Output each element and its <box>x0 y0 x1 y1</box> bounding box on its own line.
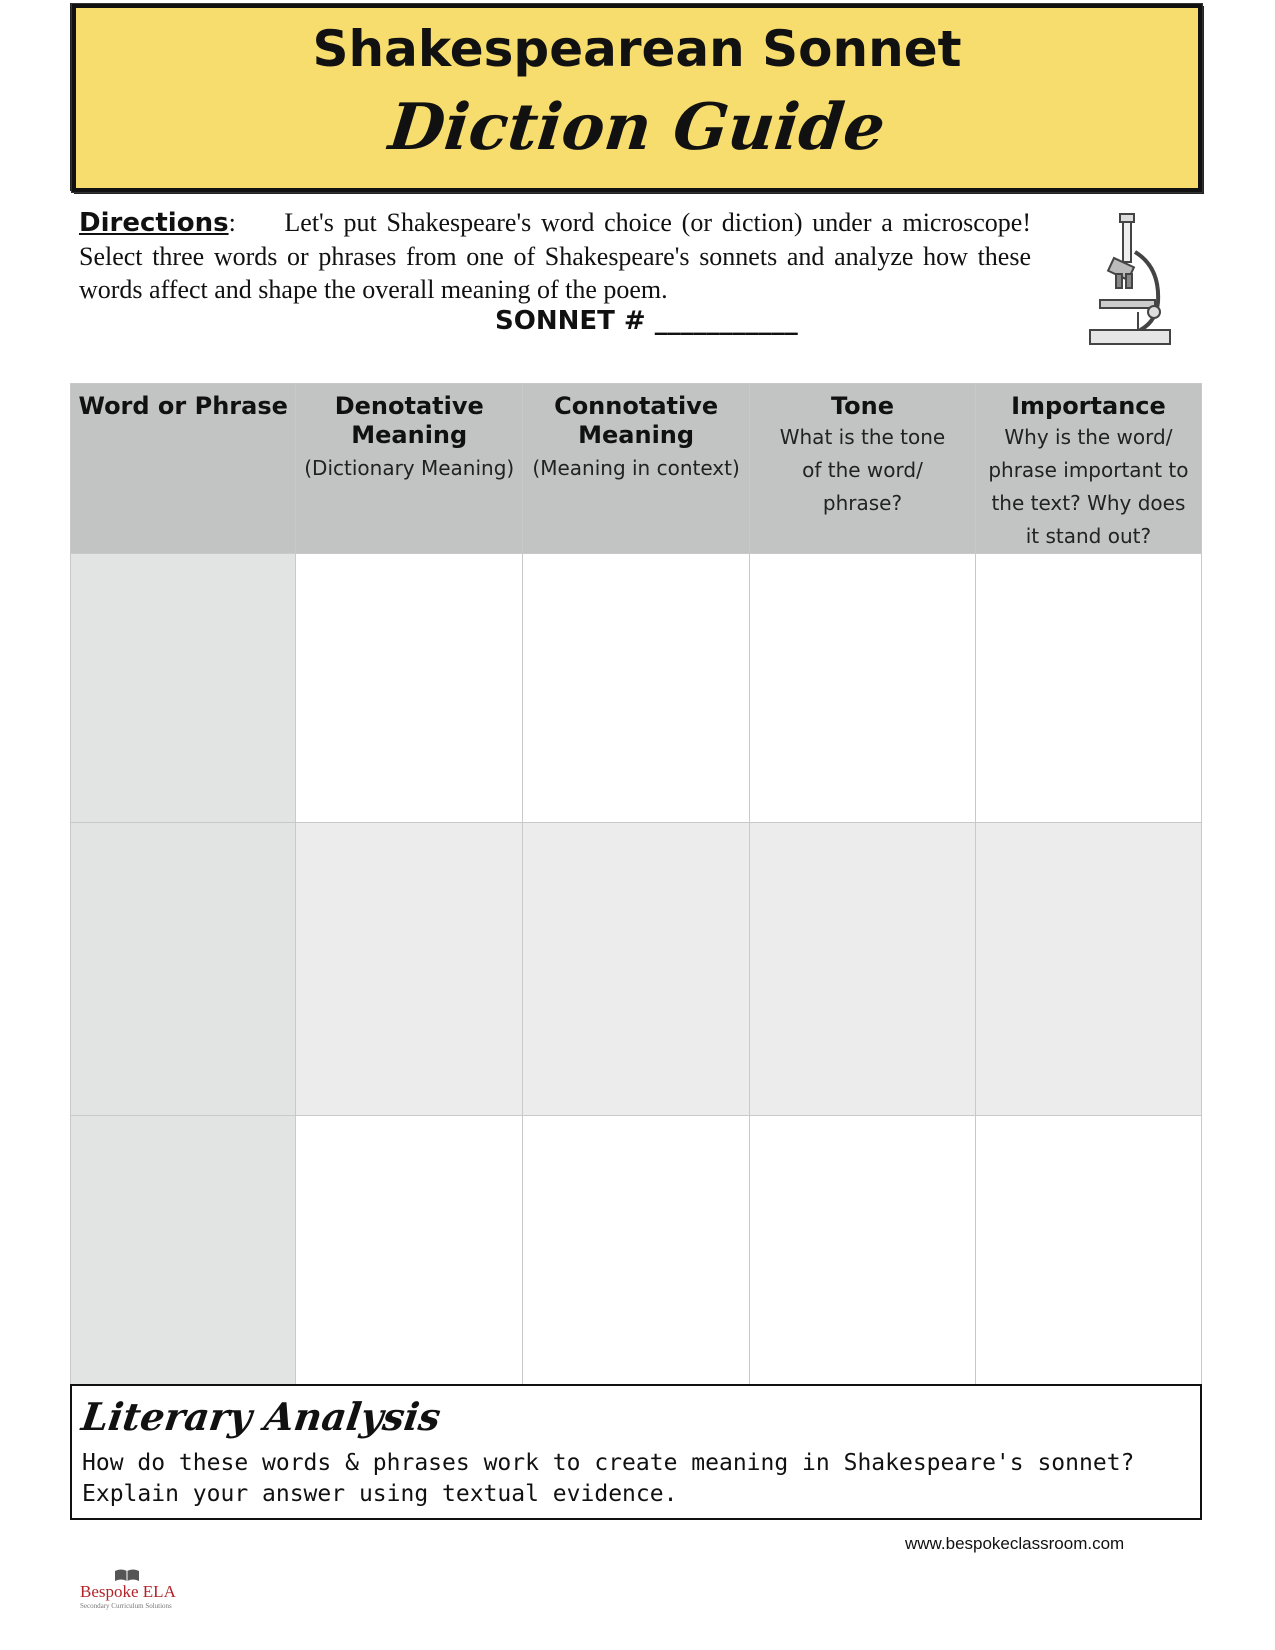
brand-name: Bespoke ELA <box>80 1582 176 1601</box>
literary-analysis-title: Literary Analysis <box>78 1394 444 1439</box>
table-row <box>71 823 1202 1116</box>
open-book-icon <box>114 1568 140 1582</box>
denotative-cell[interactable] <box>296 1116 523 1409</box>
importance-cell[interactable] <box>975 1116 1201 1409</box>
diction-table <box>70 383 1202 1409</box>
directions-label: Directions <box>79 208 229 238</box>
connotative-cell[interactable] <box>523 554 750 823</box>
page-subtitle: Diction Guide <box>385 90 889 165</box>
sonnet-number-field[interactable]: SONNET # ___________ <box>495 306 798 336</box>
word-cell[interactable] <box>71 823 296 1116</box>
literary-analysis-box[interactable] <box>70 1384 1202 1520</box>
microscope-icon <box>1080 212 1180 350</box>
directions-paragraph: Directions: Let's put Shakespeare's word choice (or diction) under a microscope! Select three words or phrases from one of Shakespeare's sonnets and analyze how these words affect and shape the overall meaning of the poem. <box>79 208 1031 304</box>
tone-cell[interactable] <box>750 1116 976 1409</box>
brand-tagline: Secondary Curriculum Solutions <box>80 1602 172 1610</box>
denotative-cell[interactable] <box>296 554 523 823</box>
footer-url: www.bespokeclassroom.com <box>905 1534 1125 1553</box>
page-title: Shakespearean Sonnet <box>312 20 962 78</box>
brand-logo <box>80 1568 175 1616</box>
connotative-cell[interactable] <box>523 823 750 1116</box>
title-banner <box>72 4 1202 192</box>
header-tone: Tone What is the tone of the word/ phrase? <box>750 384 976 554</box>
word-cell[interactable] <box>71 554 296 823</box>
table-row <box>71 1116 1202 1409</box>
importance-cell[interactable] <box>975 823 1201 1116</box>
table-header-row <box>71 384 1202 554</box>
header-connotative: Connotative Meaning (Meaning in context) <box>523 384 750 554</box>
connotative-cell[interactable] <box>523 1116 750 1409</box>
word-cell[interactable] <box>71 1116 296 1409</box>
header-denotative: Denotative Meaning (Dictionary Meaning) <box>296 384 523 554</box>
literary-analysis-prompt: How do these words & phrases work to create meaning in Shakespeare's sonnet? Explain your answer using textual evidence. <box>82 1450 1135 1507</box>
header-importance: Importance Why is the word/ phrase important to the text? Why does it stand out? <box>975 384 1201 554</box>
tone-cell[interactable] <box>750 554 976 823</box>
directions-text: Let's put Shakespeare's word choice (or diction) under a microscope! Select three words or phrases from one of Shakespeare's sonnets and analyze how these words affect and shape the overall meaning of the poem. <box>79 208 1031 304</box>
tone-cell[interactable] <box>750 823 976 1116</box>
denotative-cell[interactable] <box>296 823 523 1116</box>
importance-cell[interactable] <box>975 554 1201 823</box>
header-word-or-phrase: Word or Phrase <box>71 384 296 554</box>
table-row <box>71 554 1202 823</box>
